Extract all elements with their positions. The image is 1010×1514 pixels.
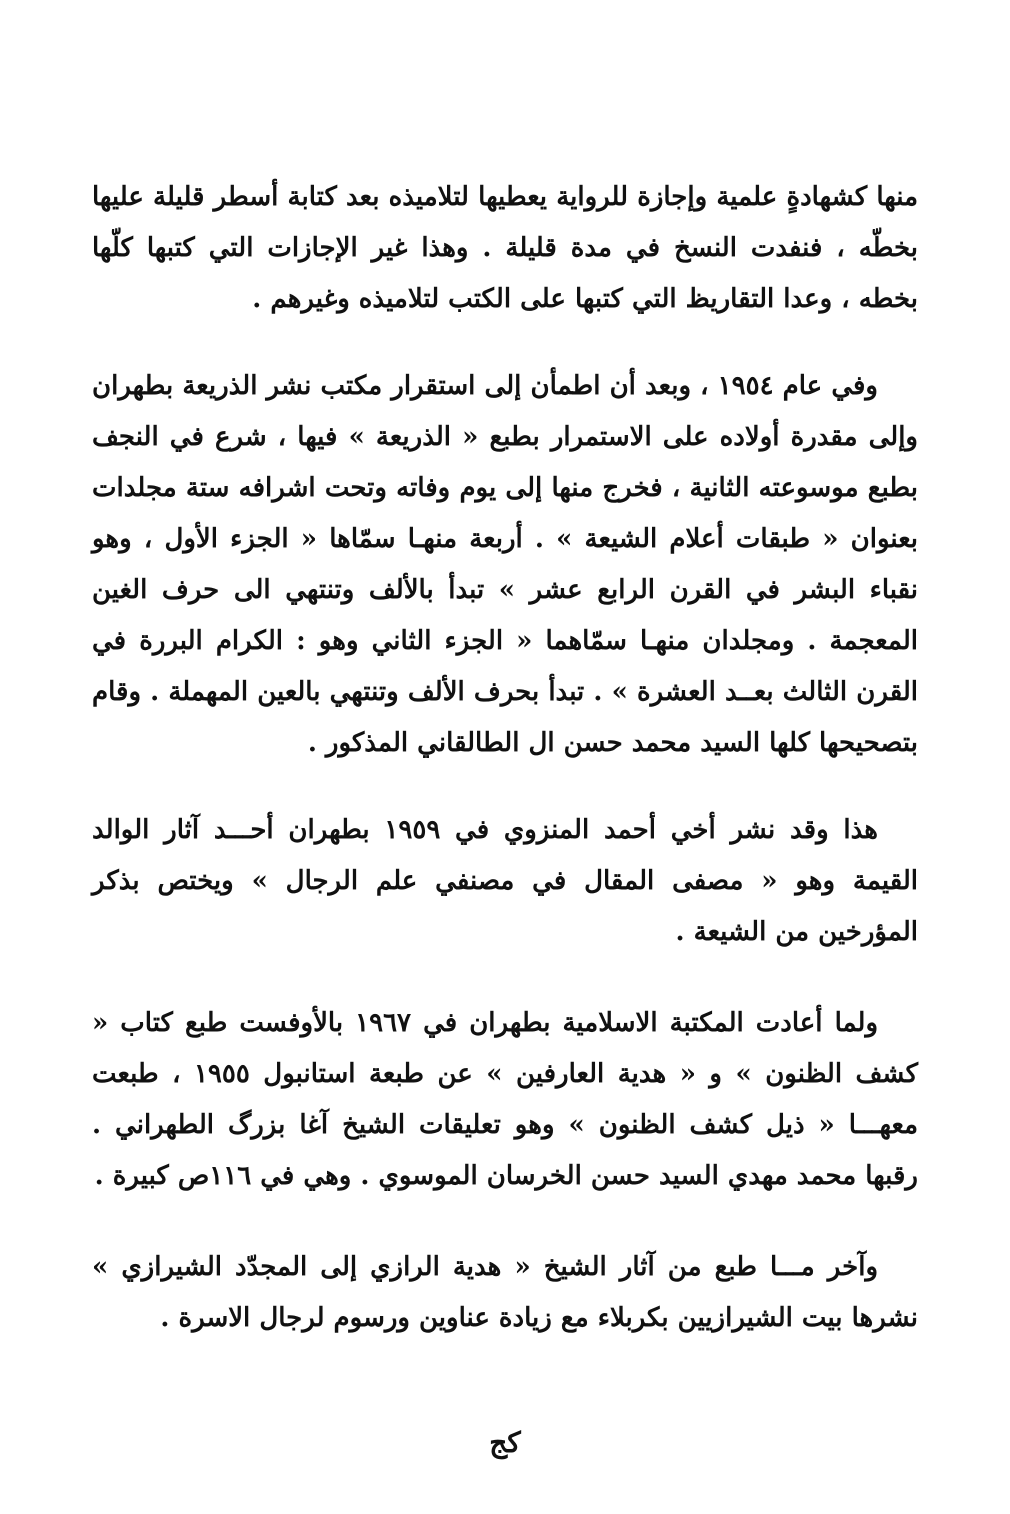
paragraph-3: هذا وقد نشر أخي أحمد المنزوي في ١٩٥٩ بطهران أحـــد آثار الوالد القيمة وهو « مصفى المقال في مصنفي علم الرجال » ويختص بذكر المؤرخين من الشيعة . <box>92 815 918 947</box>
paragraph-4: ولما أعادت المكتبة الاسلامية بطهران في ١٩٦٧ بالأوفست طبع كتاب « كشف الظنون » و « هدية العارفين » عن طبعة استانبول ١٩٥٥ ، طبعت معهـــا « ذيل كشف الظنون » وهو تعليقات الشيخ آغا بزرگ الطهراني . رقبها محمد مهدي السيد حسن الخرسان الموسوي . وهي في ١١٦ص كبيرة . <box>92 1008 919 1191</box>
page-body <box>92 172 918 1344</box>
paragraph-5: وآخر مـــا طبع من آثار الشيخ « هدية الرازي إلى المجدّد الشيرازي » نشرها بيت الشيرازيين بكربلاء مع زيادة عناوين ورسوم لرجال الاسرة . <box>92 1252 918 1333</box>
page-number: كج <box>489 1426 521 1459</box>
paragraph-2: وفي عام ١٩٥٤ ، وبعد أن اطمأن إلى استقرار مكتب نشر الذريعة بطهران وإلى مقدرة أولاده على الاستمرار بطبع « الذريعة » فيها ، شرع في النجف بطبع موسوعته الثانية ، فخرج منها إلى يوم وفاته وتحت اشرافه ستة مجلدات بعنوان « طبقات أعلام الشيعة » . أربعة منهـا سمّاها « الجزء الأول ، وهو نقباء البشر في القرن الرابع عشر » تبدأ بالألف وتنتهي الى حرف الغين المعجمة . ومجلدان منهـا سمّاهما « الجزء الثاني وهو : الكرام البررة في القرن الثالث بعــد العشرة » . تبدأ بحرف الألف وتنتهي بالعين المهملة . وقام بتصحيحها كلها السيد محمد حسن ال الطالقاني المذكور . <box>92 371 918 758</box>
paragraph-1: منها كشهادةٍ علمية وإجازة للرواية يعطيها لتلاميذه بعد كتابة أسطر قليلة عليها بخطّه ، فنفدت النسخ في مدة قليلة . وهذا غير الإجازات التي كتبها كلّها بخطه ، وعدا التقاريظ التي كتبها على الكتب لتلاميذه وغيرهم . <box>92 182 918 314</box>
